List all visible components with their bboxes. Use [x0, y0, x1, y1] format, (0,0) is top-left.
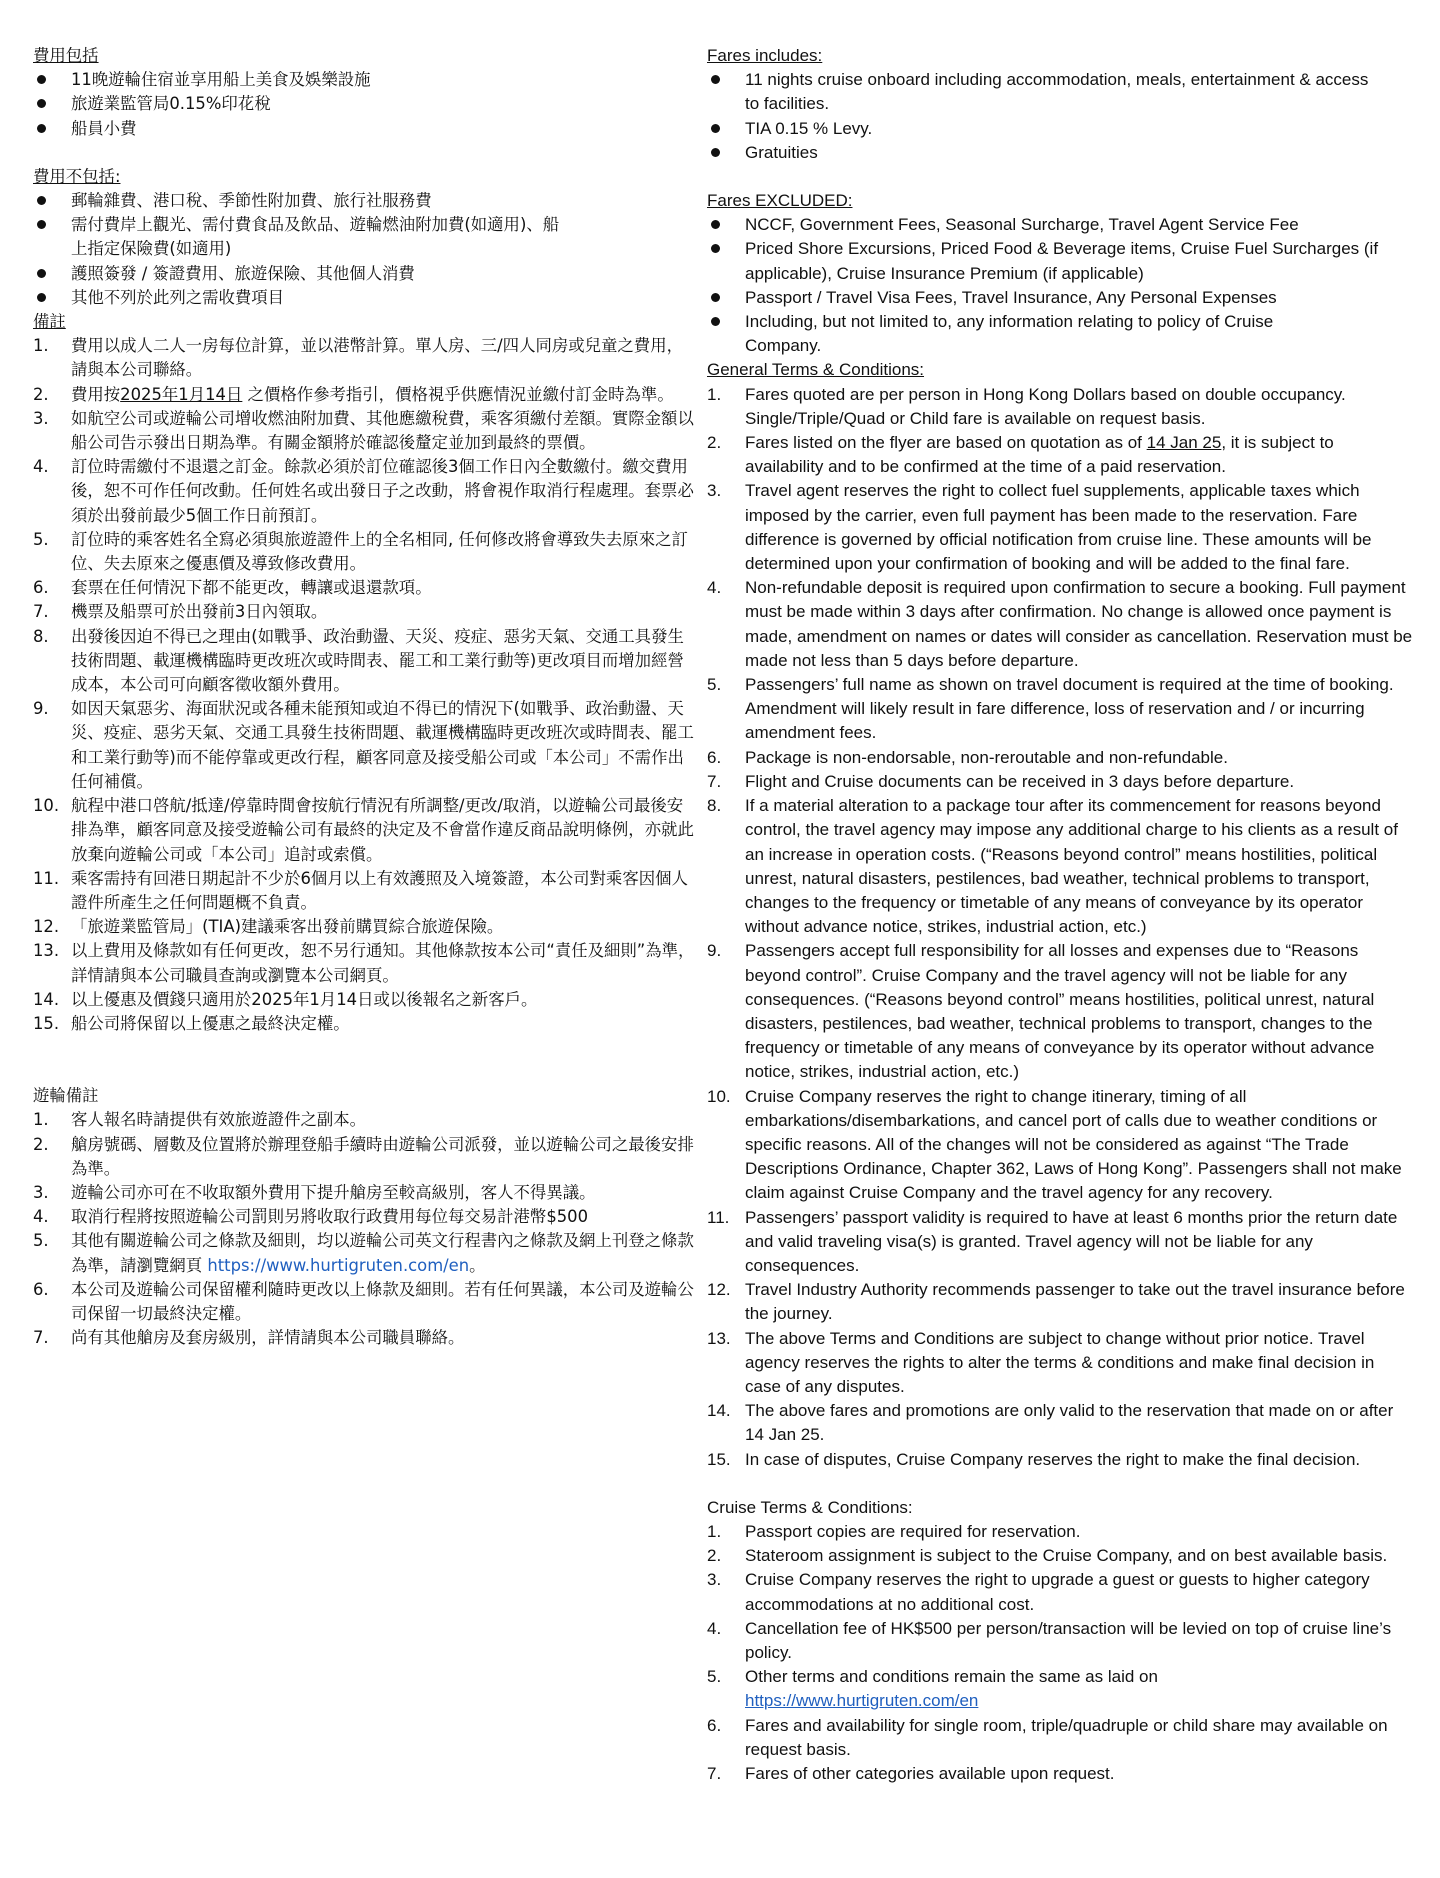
en-included-title: Fares includes:: [707, 46, 823, 65]
list-item: Including, but not limited to, any information relating to policy of Cruise Company.: [707, 310, 1413, 358]
list-item: 11晚遊輪住宿並享用船上美食及娛樂設施: [33, 68, 698, 92]
bullet-icon: [711, 75, 720, 84]
hurtigruten-link-zh[interactable]: https://www.hurtigruten.com/en: [207, 1255, 470, 1275]
list-item: 3. 如航空公司或遊輪公司增收燃油附加費、其他應繳稅費，乘客須繳付差額。實際金額以船公司告示發出日期為準。有關金額將於確認後釐定並加到最終的票價。: [33, 408, 694, 453]
bullet-icon: [37, 124, 46, 133]
list-item: 需付費岸上觀光、需付費食品及飲品、遊輪燃油附加費(如適用)、船上指定保險費(如適用): [33, 213, 698, 261]
list-item: 5. Other terms and conditions remain the same as laid on https://www.hurtigruten.com/en: [707, 1667, 1158, 1711]
list-item: 2. 費用按2025年1月14日 之價格作參考指引，價格視乎供應情況並繳付訂金時為準。: [33, 384, 674, 404]
en-general-title: General Terms & Conditions:: [707, 360, 925, 380]
zh-quote-date: 2025年1月14日: [120, 384, 243, 404]
list-item: 7. Flight and Cruise documents can be received in 3 days before departure.: [707, 771, 1295, 791]
bullet-icon: [711, 220, 720, 229]
list-item: Priced Shore Excursions, Priced Food & Beverage items, Cruise Fuel Surcharges (if applicable), Cruise Insurance Premium (if applicable): [707, 237, 1413, 285]
list-item: 15. In case of disputes, Cruise Company reserves the right to make the final decision.: [707, 1449, 1361, 1469]
list-item: 船員小費: [33, 117, 698, 141]
list-item: 6. Package is non-endorsable, non-reroutable and non-refundable.: [707, 747, 1228, 767]
list-item: 8. 出發後因迫不得已之理由(如戰爭、政治動盪、天災、疫症、惡劣天氣、交通工具發生技術問題、載運機構臨時更改班次或時間表、罷工和工業行動等)更改項目而增加經營成本，本公司可向顧客徵收額外費用。: [33, 626, 684, 695]
list-item: 11 nights cruise onboard including accommodation, meals, entertainment & access to facilities.: [707, 68, 1413, 116]
bullet-icon: [37, 269, 46, 278]
list-item: 旅遊業監管局0.15%印花稅: [33, 92, 698, 116]
zh-excluded-title: 費用不包括:: [33, 166, 121, 186]
list-item: 4. 取消行程將按照遊輪公司罰則另將收取行政費用每位每交易計港幣$500: [33, 1207, 589, 1227]
list-item: NCCF, Government Fees, Seasonal Surcharge, Travel Agent Service Fee: [707, 213, 1413, 237]
zh-cruise-title: 遊輪備註: [33, 1086, 99, 1106]
chinese-terms-column: [33, 44, 698, 1350]
en-cruise-title: Cruise Terms & Conditions:: [707, 1497, 913, 1517]
list-item: 13. The above Terms and Conditions are subject to change without prior notice. Travel agency reserves the rights to alter the terms & conditions and make final decision in case of any disputes.: [707, 1328, 1375, 1396]
list-item: 7. 尚有其他艙房及套房級別，詳情請與本公司職員聯絡。: [33, 1328, 465, 1348]
list-item: 2. 艙房號碼、層數及位置將於辦理登船手續時由遊輪公司派發，並以遊輪公司之最後安排為準。: [33, 1134, 694, 1178]
zh-included-title: 費用包括: [33, 46, 99, 65]
list-item: 9. Passengers accept full responsibility for all losses and expenses due to “Reasons beyond control”. Cruise Company and the travel agency will not be liable for any consequences. (“Reasons beyond control” means hostilities, political unrest, natural disasters, pestilences, bad weather, technical problems to transport, changes to the frequency or timetable of any means of conveyance by its operator without advance notice, strikes, industrial action, etc.): [707, 941, 1375, 1082]
bullet-icon: [37, 196, 46, 205]
list-item: 4. Non-refundable deposit is required upon confirmation to secure a booking. Full payment must be made within 3 days after confirmation. No change is allowed once payment is made, amendment on names or dates will consider as cancellation. Reservation must be made not less than 5 days before departure.: [707, 578, 1413, 670]
list-item: 7. 機票及船票可於出發前3日內領取。: [33, 602, 328, 622]
list-item: 6. Fares and availability for single room, triple/quadruple or child share may available on request basis.: [707, 1715, 1388, 1759]
list-item: 14. 以上優惠及價錢只適用於2025年1月14日或以後報名之新客戶。: [33, 989, 538, 1009]
list-item: 1. 客人報名時請提供有效旅遊證件之副本。: [33, 1110, 367, 1130]
bullet-icon: [711, 244, 720, 253]
list-item: 4. 訂位時需繳付不退還之訂金。餘款必須於訂位確認後3個工作日內全數繳付。繳交費用後，恕不可作任何改動。任何姓名或出發日子之改動，將會視作取消行程處理。套票必須於出發前最少5個工作日前預訂。: [33, 457, 694, 525]
list-item: 8. If a material alteration to a package tour after its commencement for reasons beyond control, the travel agency may impose any additional charge to his clients as a result of an increase in operation costs. (“Reasons beyond control” means hostilities, political unrest, natural disasters, pestilences, bad weather, technical problems to transport, changes to the frequency or timetable of any means of conveyance by its operator without advance notice, strikes, industrial action, etc.): [707, 796, 1398, 937]
en-excluded-title: Fares EXCLUDED:: [707, 191, 853, 211]
list-item: 9. 如因天氣惡劣、海面狀況或各種未能預知或迫不得已的情況下(如戰爭、政治動盪、天災、疫症、惡劣天氣、交通工具發生技術問題、載運機構臨時更改班次或時間表、罷工和工業行動等)而不能停靠或更改行程，顧客同意及接受船公司或「本公司」不需作出任何補償。: [33, 699, 694, 791]
list-item: 6. 套票在任何情況下都不能更改，轉讓或退還款項。: [33, 578, 432, 598]
bullet-icon: [711, 317, 720, 326]
bullet-icon: [711, 293, 720, 302]
bullet-icon: [37, 75, 46, 84]
bullet-icon: [37, 220, 46, 229]
list-item: 3. Travel agent reserves the right to collect fuel supplements, applicable taxes which imposed by the carrier, even full payment has been made to the reservation. Fare difference is governed by official notification from cruise line. These amounts will be determined upon your confirmation of booking and will be added to the final fare.: [707, 481, 1372, 574]
list-item: 15. 船公司將保留以上優惠之最終決定權。: [33, 1013, 350, 1033]
list-item: 1. Fares quoted are per person in Hong Kong Dollars based on double occupancy. Single/Triple/Quad or Child fare is available on request basis.: [707, 384, 1346, 428]
list-item: 13. 以上費用及條款如有任何更改，恕不另行通知。其他條款按本公司“責任及細則”為準，詳情請與本公司職員查詢或瀏覽本公司網頁。: [33, 941, 695, 985]
list-item: 11. 乘客需持有回港日期起計不少於6個月以上有效護照及入境簽證，本公司對乘客因個人證件所產生之任何問題概不負責。: [33, 868, 688, 912]
bullet-icon: [37, 293, 46, 302]
list-item: 12. Travel Industry Authority recommends passenger to take out the travel insurance before the journey.: [707, 1280, 1405, 1324]
list-item: 6. 本公司及遊輪公司保留權利隨時更改以上條款及細則。若有任何異議，本公司及遊輪公司保留一切最終決定權。: [33, 1279, 694, 1323]
english-terms-column: [707, 44, 1413, 1786]
list-item: TIA 0.15 % Levy.: [707, 117, 1413, 141]
list-item: 3. Cruise Company reserves the right to upgrade a guest or guests to higher category accommodations at no additional cost.: [707, 1570, 1370, 1614]
list-item: 郵輪雜費、港口稅、季節性附加費、旅行社服務費: [33, 189, 698, 213]
list-item: 5. Passengers’ full name as shown on travel document is required at the time of booking. Amendment will likely result in fare difference, loss of reservation and / or incurring amendment fees.: [707, 675, 1394, 743]
list-item: 2. Fares listed on the flyer are based on quotation as of 14 Jan 25, it is subject to availability and to be confirmed at the time of a paid reservation.: [707, 433, 1334, 477]
list-item: 11. Passengers’ passport validity is required to have at least 6 months prior the return date and valid traveling visa(s) is granted. Travel agency will not be liable for any consequences.: [707, 1207, 1398, 1275]
list-item: 其他不列於此列之需收費項目: [33, 286, 698, 310]
list-item: 10. 航程中港口啓航/抵達/停靠時間會按航行情況有所調整/更改/取消，以遊輪公司最後安排為準，顧客同意及接受遊輪公司有最終的決定及不會當作違反商品說明條例，亦就此放棄向遊輪公司或「本公司」追討或索償。: [33, 796, 694, 864]
bullet-icon: [711, 124, 720, 133]
list-item: 2. Stateroom assignment is subject to the Cruise Company, and on best available basis.: [707, 1546, 1388, 1566]
zh-remarks-title: 備註: [33, 312, 66, 332]
list-item: 4. Cancellation fee of HK$500 per person/transaction will be levied on top of cruise line’s policy.: [707, 1618, 1392, 1662]
bullet-icon: [711, 148, 720, 157]
hurtigruten-link-en[interactable]: https://www.hurtigruten.com/en: [745, 1691, 979, 1711]
bullet-icon: [37, 99, 46, 108]
en-quote-date: 14 Jan 25: [1146, 433, 1222, 453]
list-item: 1. Passport copies are required for reservation.: [707, 1521, 1081, 1541]
list-item: 1. 費用以成人二人一房每位計算，並以港幣計算。單人房、三/四人同房或兒童之費用，請與本公司聯絡。: [33, 336, 683, 380]
list-item: 14. The above fares and promotions are only valid to the reservation that made on or after 14 Jan 25.: [707, 1401, 1394, 1445]
list-item: Gratuities: [707, 141, 1413, 165]
list-item: 12. 「旅遊業監管局」(TIA)建議乘客出發前購買綜合旅遊保險。: [33, 917, 504, 937]
list-item: 7. Fares of other categories available upon request.: [707, 1764, 1115, 1784]
list-item: 10. Cruise Company reserves the right to change itinerary, timing of all embarkations/disembarkations, and cancel port of calls due to weather conditions or specific reasons. All of the changes will not be considered as against “The Trade Descriptions Ordinance, Chapter 362, Laws of Hong Kong”. Passengers shall not make claim against Cruise Company and the travel agency for any recovery.: [707, 1086, 1402, 1203]
list-item: 5. 其他有關遊輪公司之條款及細則，均以遊輪公司英文行程書內之條款及網上刊登之條款為準，請瀏覽網頁 https://www.hurtigruten.com/en。: [33, 1231, 694, 1275]
list-item: 5. 訂位時的乘客姓名全寫必須與旅遊證件上的全名相同, 任何修改將會導致失去原來之訂位、失去原來之優惠價及導致修改費用。: [33, 529, 688, 574]
list-item: Passport / Travel Visa Fees, Travel Insurance, Any Personal Expenses: [707, 286, 1413, 310]
list-item: 3. 遊輪公司亦可在不收取額外費用下提升艙房至較高級別，客人不得異議。: [33, 1182, 596, 1202]
list-item: 護照簽發 / 簽證費用、旅遊保險、其他個人消費: [33, 262, 698, 286]
